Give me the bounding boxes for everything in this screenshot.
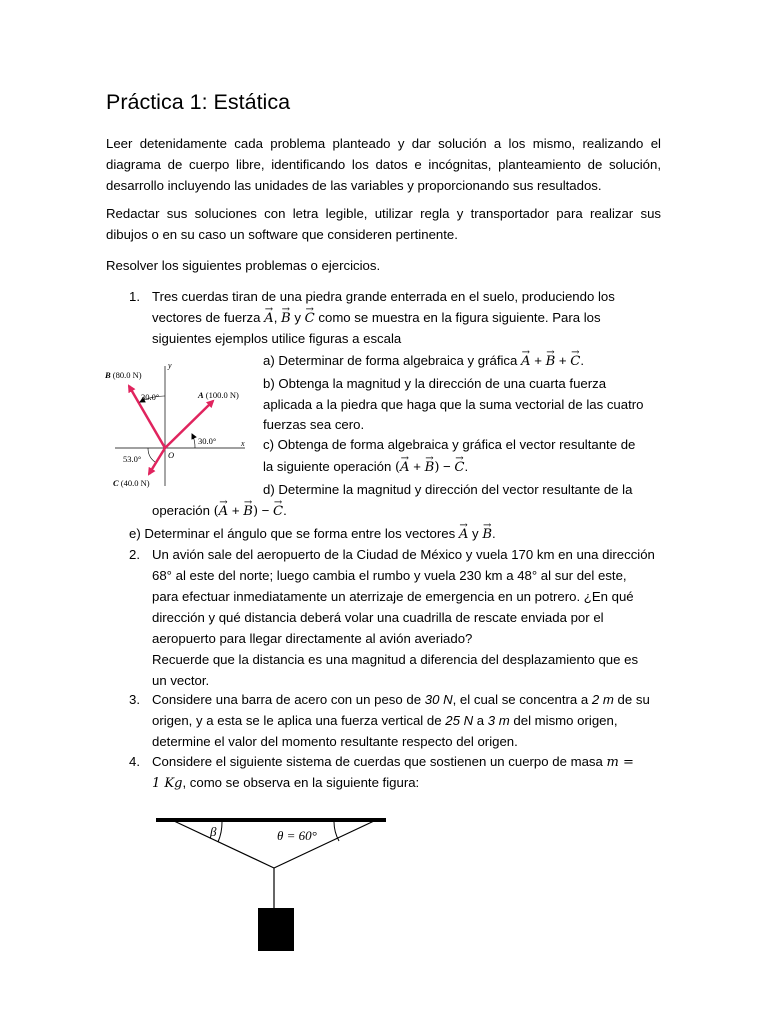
problem-3-line-3: determine el valor del momento resultante respecto del origen. — [152, 734, 518, 749]
problem-4-number: 4. — [129, 754, 140, 769]
problem-3-number: 3. — [129, 692, 140, 707]
y-axis-label: y — [168, 361, 172, 370]
problem-2-line-5: aeropuerto para llegar directamente al avión averiado? — [152, 631, 473, 646]
problem-1-number: 1. — [129, 289, 140, 304]
problem-3-line-2: origen, y a esta se le aplica una fuerza vertical de 25 N a 3 m del mismo origen, — [152, 713, 618, 728]
problem-1-item-c-line-1: c) Obtenga de forma algebraica y gráfica el vector resultante de — [263, 437, 636, 452]
problem-1-item-b-line-3: fuerzas sea cero. — [263, 417, 365, 432]
problem-1-line-1: Tres cuerdas tiran de una piedra grande enterrada en el suelo, produciendo los — [152, 289, 615, 304]
intro-paragraph-3: Resolver los siguientes problemas o ejercicios. — [106, 258, 381, 273]
hanging-mass — [258, 908, 294, 951]
problem-2-line-2: 68° al este del norte; luego cambia el rumbo y vuela 230 km a 48° al sur del este, — [152, 568, 627, 583]
problem-2-line-7: un vector. — [152, 673, 210, 688]
problem-1-item-d-line-2: operación (→ A + → B) − → C. — [152, 500, 287, 522]
force-vectors-figure — [105, 356, 265, 496]
angle-a-arc — [192, 434, 195, 448]
vector-c-label: C (40.0 N) — [113, 478, 150, 488]
problem-4-line-1: Considere el siguiente sistema de cuerdas que sostienen un cuerpo de masa m = — [152, 754, 634, 770]
problem-1-item-c-line-2: la siguiente operación (→ A + → B) − → C. — [263, 456, 468, 478]
problem-2-line-1: Un avión sale del aeropuerto de la Ciudad de México y vuela 170 km en una dirección — [152, 547, 655, 562]
vector-c-arrow — [149, 448, 165, 474]
problem-2-line-4: dirección y qué distancia deberá volar una cuadrilla de rescate enviada por el — [152, 610, 604, 625]
origin-label: O — [168, 450, 175, 460]
problem-1-item-d-line-1: d) Determine la magnitud y dirección del vector resultante de la — [263, 482, 633, 497]
rope-system-figure — [150, 808, 395, 958]
intro-paragraph-1: Leer detenidamente cada problema planteado y dar solución a los mismo, realizando el diagrama de cuerpo libre, identificando los datos e incógnitas, planteamiento de solución, desarrollo incluyendo las unidades de las variables y proporcionando sus resultados. — [106, 136, 661, 193]
problem-4-line-2: 1 Kg, como se observa en la siguiente figura: — [152, 775, 420, 791]
problem-1-item-a: a) Determinar de forma algebraica y gráfica → A + → B + → C. — [263, 350, 584, 372]
angle-c-arc — [148, 448, 155, 462]
vector-a-label: A (100.0 N) — [198, 390, 239, 400]
problem-3-line-1: Considere una barra de acero con un peso de 30 N, el cual se concentra a 2 m de su — [152, 692, 650, 707]
theta-label: θ = 60° — [277, 828, 317, 843]
angle-a-label: 30.0° — [198, 436, 217, 446]
problem-1-line-3: siguientes ejemplos utilice figuras a escala — [152, 331, 402, 346]
intro-paragraph-2: Redactar sus soluciones con letra legible, utilizar regla y transportador para realizar sus dibujos o en su caso un software que consideren pertinente. — [106, 206, 661, 242]
angle-b-label: 30.0° — [141, 392, 160, 402]
problem-2-number: 2. — [129, 547, 140, 562]
angle-c-label: 53.0° — [123, 454, 142, 464]
problem-1-line-2: vectores de fuerza → A, → B y → C como se muestra en la figura siguiente. Para los — [152, 307, 601, 329]
beta-arc — [218, 822, 222, 842]
problem-2-line-3: para efectuar inmediatamente un aterrizaje de emergencia en un potrero. ¿En qué — [152, 589, 634, 604]
x-axis-label: x — [241, 439, 245, 448]
page-title: Práctica 1: Estática — [106, 90, 291, 114]
beta-label: β — [210, 824, 217, 839]
problem-1-item-b-line-1: b) Obtenga la magnitud y la dirección de una cuarta fuerza — [263, 376, 607, 391]
left-rope — [174, 821, 274, 868]
vector-b-label: B (80.0 N) — [105, 370, 142, 380]
problem-1-item-b-line-2: aplicada a la piedra que haga que la suma vectorial de las cuatro — [263, 397, 644, 412]
problem-1-item-e: e) Determinar el ángulo que se forma entre los vectores → A y → B. — [129, 523, 496, 545]
problem-2-line-6: Recuerde que la distancia es una magnitud a diferencia del desplazamiento que es — [152, 652, 639, 667]
